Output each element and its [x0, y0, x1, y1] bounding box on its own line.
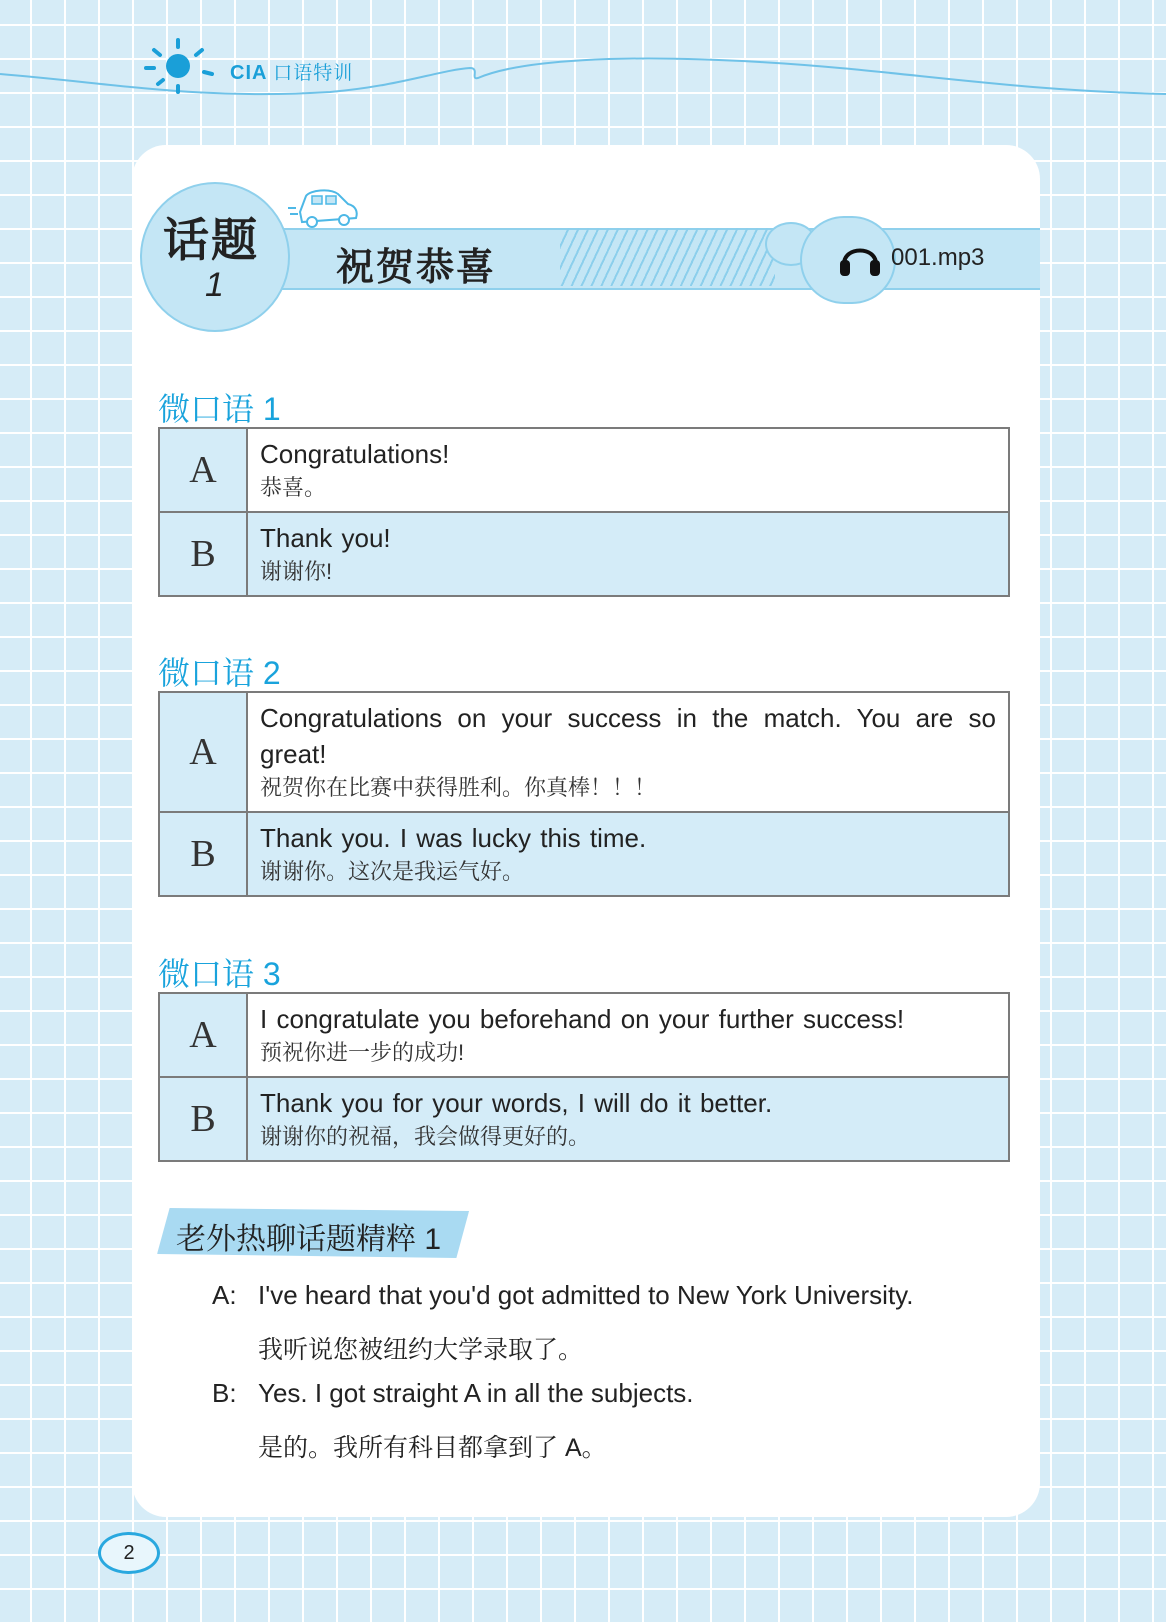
speaker-label: A	[160, 429, 248, 511]
conversation-chinese: 是的。我所有科目都拿到了 A。	[258, 1434, 607, 1462]
section-heading-2: 微口语 2	[158, 655, 281, 691]
chinese-line: 谢谢你!	[260, 559, 333, 584]
sun-icon	[140, 36, 220, 96]
conversation-english: Yes. I got straight A in all the subjects.	[258, 1378, 694, 1408]
speaker-label: A	[160, 994, 248, 1076]
english-line: Congratulations!	[260, 439, 450, 469]
chinese-line: 谢谢你。这次是我运气好。	[260, 859, 525, 884]
conversation-chinese: 我听说您被纽约大学录取了。	[258, 1336, 584, 1364]
chinese-line: 祝贺你在比赛中获得胜利。你真棒！！！	[260, 775, 657, 800]
hot-topic-title: 老外热聊话题精粹 1	[176, 1223, 442, 1256]
english-line: Thank you for your words, I will do it better.	[260, 1088, 773, 1118]
topic-label: 话题	[163, 213, 259, 267]
conversation-speaker: B:	[212, 1378, 237, 1408]
speaker-label: B	[160, 1078, 248, 1160]
english-line: Thank you. I was lucky this time.	[260, 823, 647, 853]
table-row	[160, 693, 1008, 811]
banner-hatch	[560, 228, 775, 286]
brand-cn: 口语特训	[273, 63, 354, 84]
dialog-table-1	[158, 427, 1010, 597]
speaker-label: A	[160, 693, 248, 811]
table-row	[160, 429, 1008, 511]
table-row	[160, 1076, 1008, 1160]
english-line: I congratulate you beforehand on your further success!	[260, 1004, 905, 1034]
speaker-label: B	[160, 513, 248, 595]
section-heading-3: 微口语 3	[158, 956, 281, 992]
table-row	[160, 811, 1008, 895]
table-row	[160, 994, 1008, 1076]
speaker-label: B	[160, 813, 248, 895]
english-line: Thank you!	[260, 523, 391, 553]
conversation-english: I've heard that you'd got admitted to New York University.	[258, 1280, 914, 1310]
conversation-speaker: A:	[212, 1280, 237, 1310]
headphones-icon[interactable]	[836, 234, 884, 278]
brand-logo	[230, 58, 353, 85]
topic-title: 祝贺恭喜	[336, 244, 497, 289]
brand-latin: CIA	[230, 62, 267, 84]
chinese-line: 预祝你进一步的成功!	[260, 1040, 465, 1065]
section-heading-1: 微口语 1	[158, 391, 281, 427]
audio-file-name[interactable]: 001.mp3	[891, 244, 985, 271]
car-icon	[286, 178, 366, 234]
english-line: Congratulations on your success in the match. You are so great!	[260, 703, 996, 769]
dialog-table-3	[158, 992, 1010, 1162]
topic-number: 1	[205, 266, 224, 304]
chinese-line: 恭喜。	[260, 475, 327, 500]
dialog-table-2	[158, 691, 1010, 897]
table-row	[160, 511, 1008, 595]
page-number: 2	[98, 1532, 160, 1574]
chinese-line: 谢谢你的祝福，我会做得更好的。	[260, 1124, 591, 1149]
